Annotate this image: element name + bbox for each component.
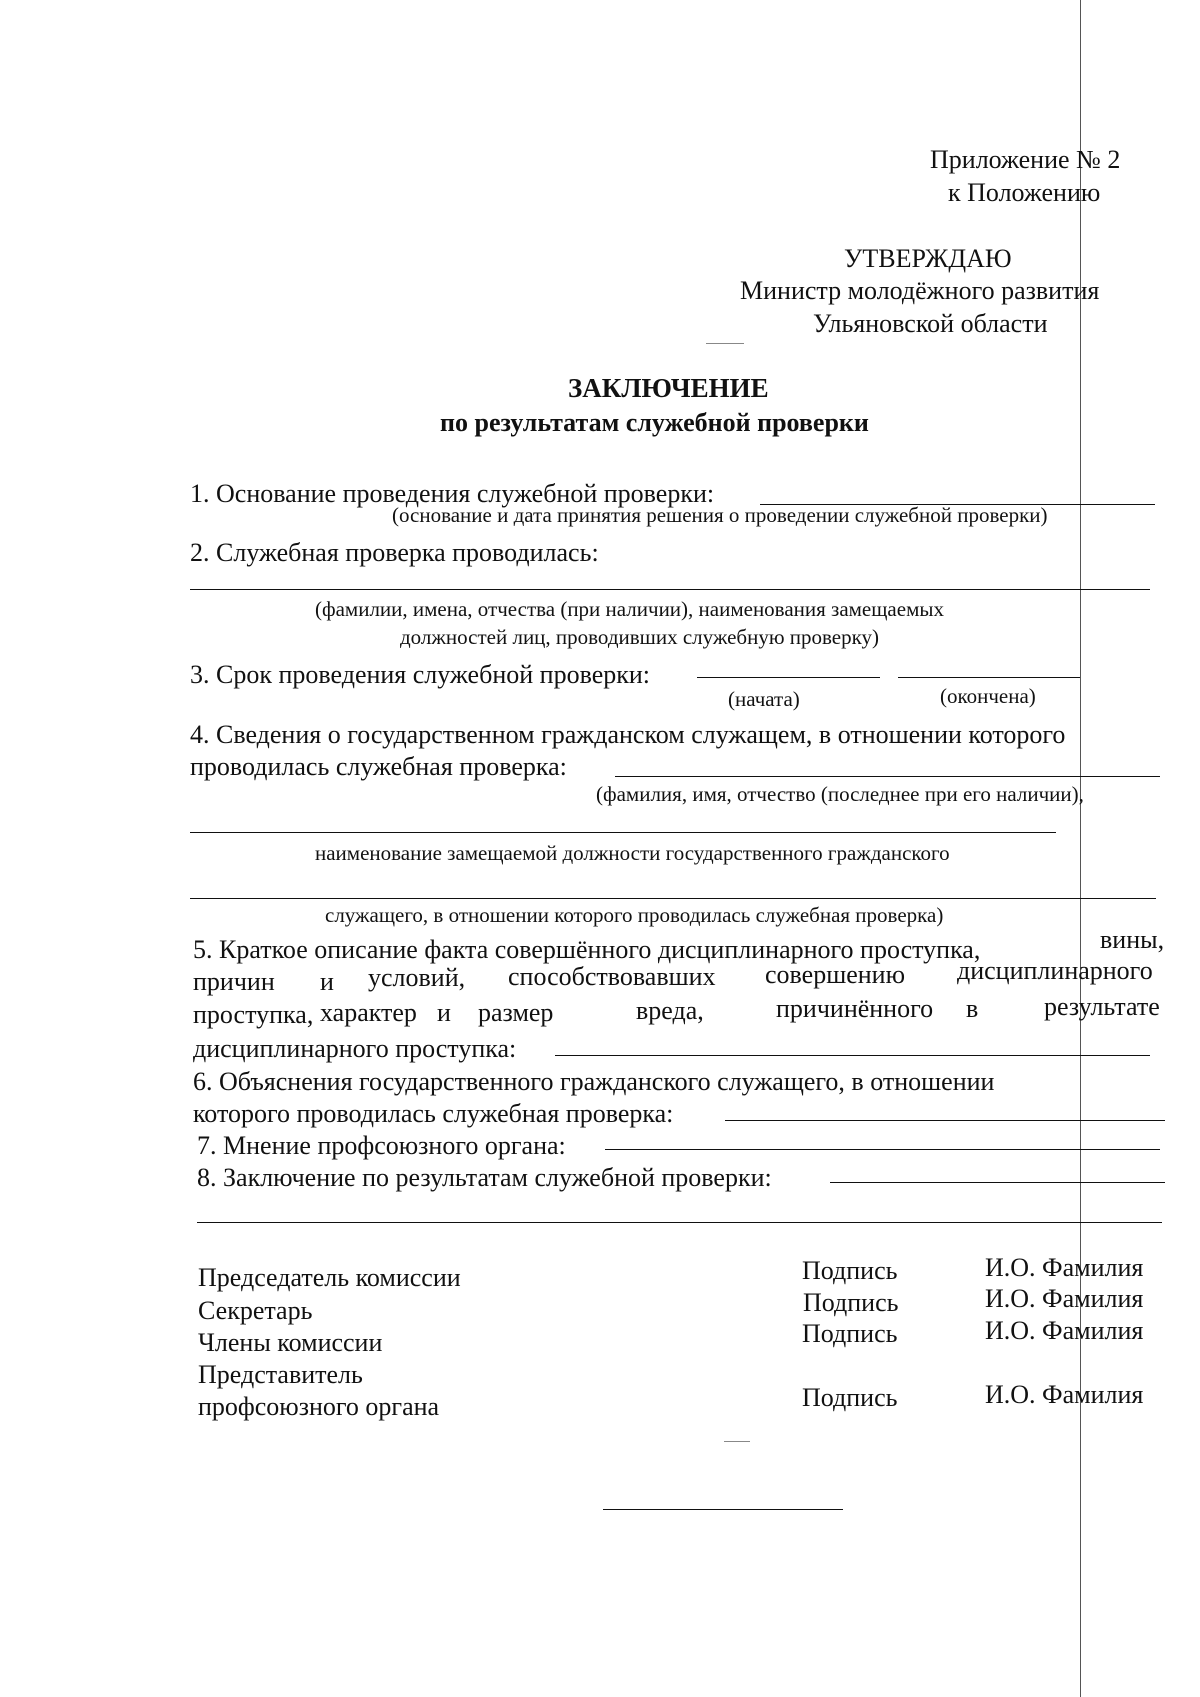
item-6-line-2: которого проводилась служебная проверка: (193, 1099, 674, 1128)
appendix-reference: к Положению (948, 178, 1101, 207)
footer-separator (603, 1509, 843, 1510)
item-4-hint-3: служащего, в отношении которого проводилась служебная проверка) (325, 903, 944, 927)
item-1-hint: (основание и дата принятия решения о проведении служебной проверки) (392, 503, 1048, 527)
signature-sign-members: Подпись (802, 1319, 898, 1348)
item-3-start-field[interactable] (697, 655, 880, 678)
item-8-field-2[interactable] (197, 1222, 1162, 1223)
signature-sign-secretary: Подпись (803, 1288, 899, 1317)
item-3-hint-end: (окончена) (940, 684, 1036, 708)
signature-role-union-2: профсоюзного органа (198, 1392, 440, 1421)
item-5-line-2-w5: совершению (765, 960, 906, 989)
approval-region: Ульяновской области (813, 309, 1048, 338)
item-2-label: 2. Служебная проверка проводилась: (190, 538, 599, 567)
scan-artifact-line (1080, 0, 1081, 1697)
signature-name-chair: И.О. Фамилия (985, 1253, 1144, 1282)
signature-role-secretary: Секретарь (198, 1296, 313, 1325)
document-subtitle: по результатам служебной проверки (440, 408, 869, 437)
item-5-line-3-w5: вреда, (636, 996, 704, 1025)
item-7-field[interactable] (605, 1127, 1160, 1150)
item-5-line-2-w4: способствовавших (508, 962, 716, 991)
document-title: ЗАКЛЮЧЕНИЕ (568, 373, 769, 403)
item-5-line-3-w7: в (966, 994, 979, 1023)
item-2-hint-2: должностей лиц, проводивших служебную проверку) (400, 625, 880, 649)
item-3-end-field[interactable] (898, 655, 1080, 678)
item-5-line-3-w4: размер (478, 998, 554, 1027)
item-5-line-4: дисциплинарного проступка: (193, 1034, 517, 1063)
item-5-line-2-w2: и (320, 967, 334, 996)
item-4-field-3[interactable] (190, 898, 1156, 899)
item-8-label: 8. Заключение по результатам служебной проверки: (197, 1163, 772, 1192)
item-4-line-1: 4. Сведения о государственном гражданском служащем, в отношении которого (190, 720, 1066, 749)
approval-mark (706, 343, 744, 344)
item-5-line-3-w6: причинённого (776, 994, 934, 1023)
approval-position: Министр молодёжного развития (740, 276, 1100, 305)
item-5-line-2-w1: причин (193, 967, 275, 996)
item-5-line-3-w2: характер (320, 998, 417, 1027)
item-4-hint-2: наименование замещаемой должности государственного гражданского (315, 841, 950, 865)
signature-name-secretary: И.О. Фамилия (985, 1284, 1144, 1313)
item-3-hint-start: (начата) (728, 687, 800, 711)
item-4-field-1[interactable] (615, 754, 1160, 777)
signature-name-members: И.О. Фамилия (985, 1316, 1144, 1345)
signature-role-members: Члены комиссии (198, 1328, 383, 1357)
item-5-line-2-w3: условий, (368, 963, 466, 992)
item-5-field[interactable] (555, 1033, 1150, 1056)
item-4-hint-1: (фамилия, имя, отчество (последнее при его наличии), (596, 782, 1084, 806)
item-5-line-3-w1: проступка, (193, 1000, 314, 1029)
item-6-field[interactable] (725, 1098, 1165, 1121)
item-5-line-2-w6: дисциплинарного (957, 956, 1153, 985)
item-8-field-1[interactable] (830, 1160, 1165, 1183)
item-6-line-1: 6. Объяснения государственного гражданского служащего, в отношении (193, 1067, 995, 1096)
approval-word: УТВЕРЖДАЮ (844, 244, 1012, 273)
item-5-line-3-w8: результате (1044, 992, 1160, 1021)
signature-role-union-1: Представитель (198, 1360, 363, 1389)
item-5-line-1: 5. Краткое описание факта совершённого дисциплинарного проступка, (193, 935, 981, 964)
item-5-line-1-end: вины, (1100, 925, 1165, 954)
appendix-number: Приложение № 2 (930, 145, 1121, 174)
item-7-label: 7. Мнение профсоюзного органа: (197, 1131, 566, 1160)
scan-mark (724, 1441, 750, 1442)
item-3-label: 3. Срок проведения служебной проверки: (190, 660, 651, 689)
signature-role-chair: Председатель комиссии (198, 1263, 461, 1292)
signature-sign-union: Подпись (802, 1383, 898, 1412)
item-4-field-2[interactable] (190, 832, 1056, 833)
item-2-field[interactable] (190, 589, 1150, 590)
item-2-hint-1: (фамилии, имена, отчества (при наличии), наименования замещаемых (315, 597, 944, 621)
item-5-line-3-w3: и (437, 998, 451, 1027)
item-1-label: 1. Основание проведения служебной проверки: (190, 479, 715, 508)
signature-sign-chair: Подпись (802, 1256, 898, 1285)
signature-name-union: И.О. Фамилия (985, 1380, 1144, 1409)
item-4-line-2: проводилась служебная проверка: (190, 752, 567, 781)
